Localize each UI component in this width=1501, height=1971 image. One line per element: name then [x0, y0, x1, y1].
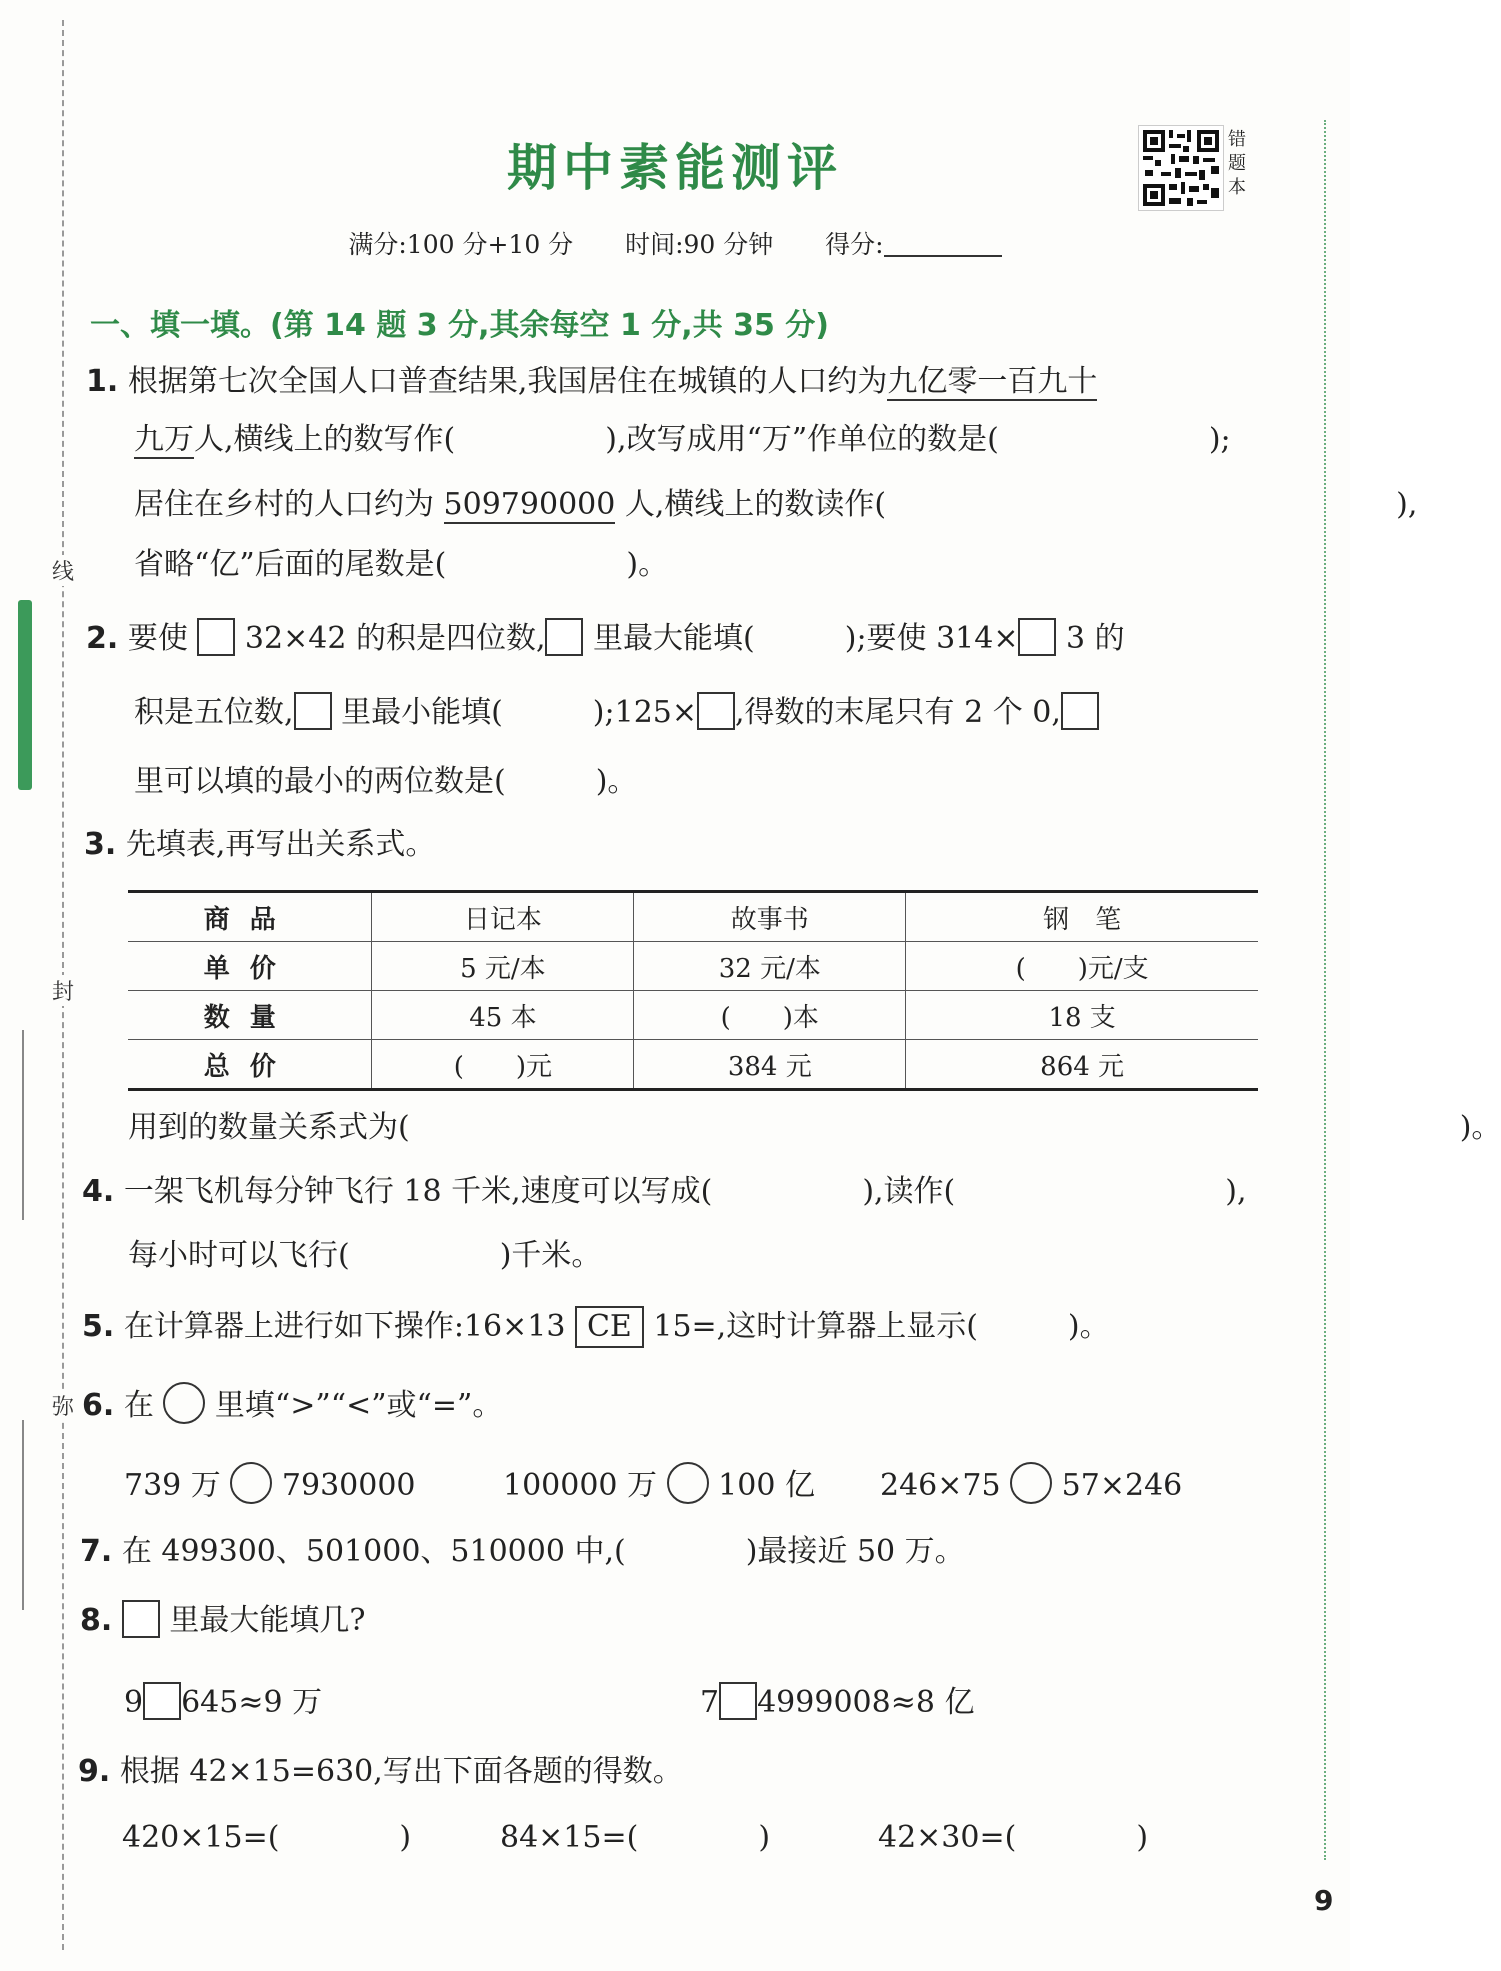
q1-rural-number: 509790000 [443, 487, 616, 522]
q2-text: ,得数的末尾只有 2 个 0, [735, 695, 1061, 730]
table-cell[interactable]: ( )本 [634, 991, 906, 1040]
q4-line-1 [82, 1172, 1247, 1212]
q3-line-1 [84, 825, 435, 865]
table-cell: 5 元/本 [372, 942, 634, 991]
q1-line-4: 省略“亿”后面的尾数是( )。 [134, 547, 669, 582]
exam-meta [0, 225, 1350, 261]
q5-text: 15=,这时计算器上显示( )。 [653, 1309, 1110, 1344]
table-row [128, 892, 1258, 942]
q3-text: 先填表,再写出关系式。 [125, 827, 436, 862]
q9-item-2: 84×15=( ) [500, 1820, 771, 1855]
q6-item-2 [503, 1462, 815, 1506]
q2-line-2 [134, 692, 1099, 733]
q2-number: 2. [86, 621, 119, 656]
q8-digit: 7 [700, 1685, 720, 1720]
q6-item-1 [124, 1462, 416, 1506]
answer-box[interactable] [294, 692, 332, 730]
q9-item-3: 42×30=( ) [878, 1820, 1149, 1855]
q1-line-2 [134, 420, 1231, 460]
q6-left: 246×75 [880, 1468, 1001, 1503]
side-mark-line: 线 [48, 555, 78, 586]
table-cell: 钢 笔 [906, 892, 1258, 942]
q7-line [80, 1532, 965, 1572]
qr-code-icon[interactable] [1138, 125, 1224, 211]
table-cell: 18 支 [906, 991, 1258, 1040]
page-number: 9 [1314, 1884, 1334, 1917]
table-cell: 数量 [128, 991, 372, 1040]
q4-line-2: 每小时可以飞行( )千米。 [128, 1238, 602, 1273]
answer-box[interactable] [197, 618, 235, 656]
q5-number: 5. [82, 1309, 115, 1344]
q7-number: 7. [80, 1534, 113, 1569]
table-cell: 单价 [128, 942, 372, 991]
full-score: 满分:100 分+10 分 [348, 230, 574, 259]
q8-expression: 645≈9 万 [181, 1685, 323, 1720]
side-mark-seal: 封 [48, 975, 78, 1006]
q2-text: 32×42 的积是四位数, [244, 621, 546, 656]
q9-line [78, 1752, 683, 1792]
q5-line [82, 1306, 1110, 1348]
q2-text: 积是五位数, [134, 695, 294, 730]
q1-underlined-number-end: 九万 [134, 422, 194, 457]
ce-key: CE [575, 1306, 644, 1348]
answer-box [122, 1600, 160, 1638]
table-cell: 总价 [128, 1040, 372, 1090]
side-mark-seal-2: 弥 [48, 1390, 78, 1421]
table-row [128, 1040, 1258, 1090]
exam-time: 时间:90 分钟 [625, 230, 774, 259]
table-cell: 商品 [128, 892, 372, 942]
q1-text: 人,横线上的数写作( ),改写成用“万”作单位的数是( ); [194, 422, 1231, 457]
q8-item-1 [124, 1682, 322, 1723]
q6-right: 100 亿 [718, 1468, 815, 1503]
q2-line-3: 里可以填的最小的两位数是( )。 [134, 764, 638, 799]
compare-circle [163, 1382, 205, 1424]
table-cell: 故事书 [634, 892, 906, 942]
q6-right: 57×246 [1061, 1468, 1183, 1503]
q9-text: 根据 42×15=630,写出下面各题的得数。 [119, 1754, 683, 1789]
q1-text: 根据第七次全国人口普查结果,我国居住在城镇的人口约为 [127, 364, 888, 399]
answer-box[interactable] [719, 1682, 757, 1720]
answer-box[interactable] [143, 1682, 181, 1720]
table-cell[interactable]: ( )元/支 [906, 942, 1258, 991]
table-cell: 45 本 [372, 991, 634, 1040]
answer-box[interactable] [1061, 692, 1099, 730]
q8-item-2 [700, 1682, 974, 1723]
side-blank-line [22, 1420, 24, 1610]
q6-text: 在 [123, 1388, 154, 1423]
q6-line [82, 1382, 502, 1426]
q1-line-3 [134, 485, 1417, 525]
compare-circle[interactable] [230, 1462, 272, 1504]
page-title: 期中素能测评 [507, 139, 843, 197]
q1-text: 人,横线上的数读作( ), [615, 487, 1418, 522]
side-green-bar [18, 600, 32, 790]
q2-text: 里最小能填( );125× [341, 695, 698, 730]
table-cell: 864 元 [906, 1040, 1258, 1090]
q1-line-1 [86, 362, 1097, 402]
q6-left: 739 万 [124, 1468, 221, 1503]
q6-number: 6. [82, 1388, 115, 1423]
q8-line [80, 1600, 365, 1641]
q6-text: 里填“>”“<”或“=”。 [214, 1388, 503, 1423]
q7-text: 在 499300、501000、510000 中,( )最接近 50 万。 [121, 1534, 965, 1569]
answer-box[interactable] [1018, 618, 1056, 656]
table-row [128, 942, 1258, 991]
compare-circle[interactable] [667, 1462, 709, 1504]
score-blank[interactable] [884, 231, 1002, 257]
answer-box[interactable] [697, 692, 735, 730]
q3-number: 3. [84, 827, 117, 862]
right-dotted-line [1324, 120, 1326, 1860]
q2-text: 要使 [127, 621, 188, 656]
q1-text: 居住在乡村的人口约为 [134, 487, 444, 522]
q1-underlined-number: 九亿零一百九十 [887, 364, 1098, 399]
table-cell[interactable]: ( )元 [372, 1040, 634, 1090]
q6-right: 7930000 [281, 1468, 416, 1503]
section-heading: 一、填一填。(第 14 题 3 分,其余每空 1 分,共 35 分) [90, 308, 830, 343]
q4-text: 一架飞机每分钟飞行 18 千米,速度可以写成( ),读作( ), [123, 1174, 1247, 1209]
q2-line-1 [86, 618, 1125, 659]
q8-number: 8. [80, 1603, 113, 1638]
table-cell: 日记本 [372, 892, 634, 942]
price-table [128, 890, 1258, 1091]
q5-text: 在计算器上进行如下操作:16×13 [123, 1309, 566, 1344]
q4-number: 4. [82, 1174, 115, 1209]
table-cell: 32 元/本 [634, 942, 906, 991]
table-cell: 384 元 [634, 1040, 906, 1090]
q2-text: 里最大能填( );要使 314× [593, 621, 1019, 656]
compare-circle[interactable] [1010, 1462, 1052, 1504]
qr-label: 错题本 [1228, 129, 1246, 198]
answer-box[interactable] [545, 618, 583, 656]
q9-number: 9. [78, 1754, 111, 1789]
q8-expression: 4999008≈8 亿 [757, 1685, 975, 1720]
q6-item-3 [880, 1462, 1182, 1506]
q9-item-1: 420×15=( ) [122, 1820, 412, 1855]
q6-left: 100000 万 [503, 1468, 658, 1503]
q8-digit: 9 [124, 1685, 144, 1720]
q1-number: 1. [86, 364, 119, 399]
side-blank-line [22, 1030, 24, 1220]
table-row [128, 991, 1258, 1040]
q8-text: 里最大能填几? [169, 1603, 366, 1638]
score-label: 得分: [825, 230, 884, 259]
q3-relation: 用到的数量关系式为( )。 [128, 1110, 1501, 1145]
q2-text: 3 的 [1066, 621, 1125, 656]
